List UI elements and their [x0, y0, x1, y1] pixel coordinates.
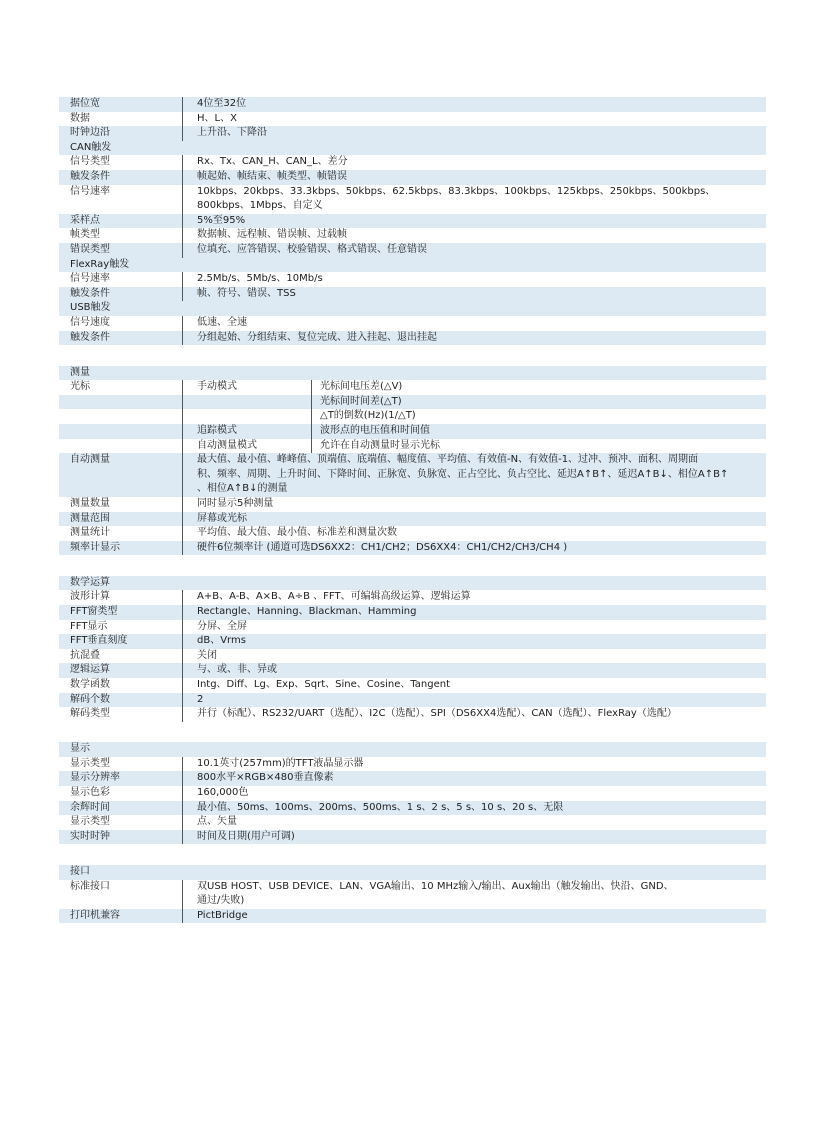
- spec-row: [59, 815, 766, 830]
- section-header: [59, 576, 766, 591]
- spec-row: [59, 185, 766, 214]
- spec-value: [182, 815, 766, 830]
- spec-value-line: 5%至95%: [197, 214, 246, 226]
- spec-label: 数据: [70, 112, 90, 124]
- spec-label: FFT垂直刻度: [70, 635, 128, 647]
- spec-row: [59, 243, 766, 258]
- spec-value-line: dB、Vrms: [197, 635, 246, 647]
- section-header: [59, 141, 766, 156]
- spec-label: 解码类型: [70, 708, 110, 720]
- section-header: [59, 258, 766, 273]
- spec-row: [59, 590, 766, 605]
- spec-value-line: 分屏、全屏: [197, 620, 247, 632]
- spec-value-line: 关闭: [197, 649, 217, 661]
- spec-label: 触发条件: [70, 170, 110, 182]
- spec-row: [59, 620, 766, 635]
- spec-row: [59, 126, 766, 141]
- spec-value: [182, 830, 766, 845]
- spec-value-line: 800kbps、1Mbps、自定义: [197, 200, 323, 212]
- spec-value: [182, 693, 766, 708]
- spec-subvalue: 波形点的电压值和时间值: [311, 424, 766, 439]
- spec-value: [182, 170, 766, 185]
- spec-label: 采样点: [70, 214, 100, 226]
- spec-value-line: 最大值、最小值、峰峰值、顶端值、底端值、幅度值、平均值、有效值-N、有效值-1、过冲、预冲、面积、周期面: [197, 454, 699, 466]
- spec-value-line: 帧、符号、错误、TSS: [197, 287, 296, 299]
- spec-value-line: 双USB HOST、USB DEVICE、LAN、VGA输出、10 MHz输入/输出、Aux输出（触发输出、快沿、GND、: [197, 880, 674, 892]
- spec-row: [59, 526, 766, 541]
- spec-value-line: 4位至32位: [197, 98, 247, 109]
- spec-value: [182, 880, 766, 909]
- spec-value: [182, 649, 766, 664]
- section-gap: [59, 722, 766, 743]
- spec-value: [182, 620, 766, 635]
- spec-value: [182, 771, 766, 786]
- spec-value: [182, 185, 766, 214]
- spec-value-line: 通过/失败): [197, 895, 245, 907]
- spec-label: 时钟边沿: [70, 127, 110, 139]
- spec-value: [182, 243, 766, 258]
- section-title: 显示: [70, 743, 90, 755]
- spec-label: 显示分辨率: [70, 772, 120, 784]
- spec-label: 数学函数: [70, 678, 110, 690]
- spec-value-line: Intg、Diff、Lg、Exp、Sqrt、Sine、Cosine、Tangent: [197, 678, 451, 690]
- spec-value: [182, 663, 766, 678]
- spec-label: 余辉时间: [70, 801, 110, 813]
- spec-value: [182, 909, 766, 924]
- spec-label: 触发条件: [70, 287, 110, 299]
- section-gap: [59, 345, 766, 366]
- spec-value: [182, 590, 766, 605]
- spec-row: [59, 634, 766, 649]
- spec-value-line: 时间及日期(用户可调): [197, 830, 295, 842]
- spec-label: [59, 395, 182, 410]
- spec-value-line: 数据帧、远程帧、错误帧、过载帧: [197, 229, 347, 241]
- spec-subvalue: △T的倒数(Hz)(1/△T): [311, 409, 766, 424]
- spec-row: [59, 707, 766, 722]
- section-header: [59, 366, 766, 381]
- spec-row: [59, 316, 766, 331]
- spec-value: [182, 605, 766, 620]
- spec-value-line: 最小值、50ms、100ms、200ms、500ms、1 s、2 s、5 s、10 s、20 s、无限: [197, 801, 564, 813]
- spec-label: 测量范围: [70, 512, 110, 524]
- spec-subvalue: 允许在自动测量时显示光标: [311, 439, 766, 454]
- spec-value-line: 2.5Mb/s、5Mb/s、10Mb/s: [197, 273, 323, 285]
- spec-value: [182, 409, 766, 424]
- spec-subvalue: 光标间时间差(△T): [311, 395, 766, 410]
- spec-value: [182, 214, 766, 229]
- section-title: USB触发: [70, 302, 111, 314]
- spec-value: [182, 512, 766, 527]
- spec-sublabel: [183, 409, 311, 424]
- spec-value-line: 点、矢量: [197, 816, 237, 828]
- spec-row: [59, 497, 766, 512]
- spec-row: [59, 228, 766, 243]
- section-title: CAN触发: [70, 141, 112, 153]
- spec-row: [59, 214, 766, 229]
- spec-label: FFT显示: [70, 620, 108, 632]
- spec-sublabel: [183, 395, 311, 410]
- spec-row: [59, 605, 766, 620]
- spec-value: [182, 634, 766, 649]
- spec-value: [182, 395, 766, 410]
- spec-label: 频率计显示: [70, 541, 120, 553]
- spec-row: [59, 155, 766, 170]
- spec-value-line: 硬件6位频率计 (通道可选DS6XX2：CH1/CH2；DS6XX4：CH1/CH2/CH3/CH4 ): [197, 541, 568, 553]
- spec-value: [182, 228, 766, 243]
- spec-label: 解码个数: [70, 693, 110, 705]
- spec-value-line: 800水平×RGB×480垂直像素: [197, 772, 334, 784]
- section-header: [59, 865, 766, 880]
- spec-value-line: PictBridge: [197, 909, 248, 921]
- spec-row: [59, 757, 766, 772]
- spec-label: 光标: [70, 381, 90, 393]
- spec-label: 信号速率: [70, 185, 110, 197]
- spec-row: [59, 649, 766, 664]
- spec-row: [59, 439, 766, 454]
- spec-value-line: 分组起始、分组结束、复位完成、进入挂起、退出挂起: [197, 331, 437, 343]
- section-header: [59, 742, 766, 757]
- spec-row: [59, 693, 766, 708]
- spec-label: 信号速率: [70, 273, 110, 285]
- spec-value-line: H、L、X: [197, 112, 237, 124]
- spec-sublabel: 手动模式: [197, 381, 237, 393]
- spec-value-line: 并行（标配）、RS232/UART（选配）、I2C（选配）、SPI（DS6XX4选配）、CAN（选配）、FlexRay（选配）: [197, 708, 677, 720]
- spec-row: [59, 801, 766, 816]
- spec-label: 打印机兼容: [70, 909, 120, 921]
- spec-value: [182, 541, 766, 556]
- spec-row: [59, 409, 766, 424]
- spec-label: 帧类型: [70, 229, 100, 241]
- spec-value: [182, 316, 766, 331]
- spec-row: [59, 880, 766, 909]
- spec-value: [182, 439, 766, 454]
- section-gap: [59, 555, 766, 576]
- spec-table: [59, 97, 766, 923]
- spec-value-line: 2: [197, 693, 204, 705]
- spec-value: [182, 707, 766, 722]
- spec-label: 显示色彩: [70, 787, 110, 799]
- spec-value: [182, 97, 766, 112]
- section-gap: [59, 844, 766, 865]
- spec-label: [59, 409, 182, 424]
- spec-value-line: 10.1英寸(257mm)的TFT液晶显示器: [197, 757, 364, 769]
- spec-label: 测量统计: [70, 527, 110, 539]
- spec-row: [59, 424, 766, 439]
- spec-label: FFT窗类型: [70, 606, 118, 617]
- spec-value: [182, 497, 766, 512]
- spec-value-line: 低速、全速: [197, 316, 247, 328]
- section-title: 接口: [70, 865, 90, 877]
- spec-value: [182, 155, 766, 170]
- spec-value-line: 上升沿、下降沿: [197, 127, 267, 139]
- spec-label: 据位宽: [70, 98, 100, 109]
- spec-value-line: 160,000色: [197, 787, 249, 799]
- spec-value: [182, 424, 766, 439]
- spec-row: [59, 909, 766, 924]
- spec-value: [182, 331, 766, 346]
- spec-label: 触发条件: [70, 331, 110, 343]
- spec-label: 错误类型: [70, 243, 110, 255]
- spec-subvalue: 光标间电压差(△V): [311, 380, 766, 395]
- spec-value: [182, 786, 766, 801]
- spec-row: [59, 395, 766, 410]
- spec-label: 显示类型: [70, 757, 110, 769]
- spec-row: [59, 331, 766, 346]
- spec-row: [59, 541, 766, 556]
- spec-value: [182, 112, 766, 127]
- spec-value-line: Rectangle、Hanning、Blackman、Hamming: [197, 606, 417, 617]
- spec-value-line: A+B、A-B、A×B、A÷B 、FFT、可编辑高级运算、逻辑运算: [197, 591, 471, 603]
- spec-label: 显示类型: [70, 816, 110, 828]
- spec-row: [59, 287, 766, 302]
- spec-value-line: 、相位A↑B↓的测量: [197, 483, 288, 495]
- spec-row: [59, 272, 766, 287]
- spec-label: [59, 424, 182, 439]
- spec-row: [59, 830, 766, 845]
- spec-label: 抗混叠: [70, 649, 100, 661]
- spec-value-line: 位填充、应答错误、校验错误、格式错误、任意错误: [197, 243, 427, 255]
- section-title: FlexRay触发: [70, 258, 130, 270]
- spec-label: 标准接口: [70, 880, 110, 892]
- spec-label: 自动测量: [70, 454, 110, 466]
- section-title: 测量: [70, 366, 90, 378]
- spec-row: [59, 786, 766, 801]
- section-header: [59, 301, 766, 316]
- spec-row: [59, 678, 766, 693]
- spec-label: 信号速度: [70, 316, 110, 328]
- spec-value: [182, 801, 766, 816]
- spec-value-line: 帧起始、帧结束、帧类型、帧错误: [197, 170, 347, 182]
- spec-value-line: 与、或、非、异或: [197, 664, 277, 676]
- spec-sublabel: 自动测量模式: [197, 439, 257, 451]
- spec-value: [182, 287, 766, 302]
- section-title: 数学运算: [70, 576, 110, 588]
- spec-value: [182, 526, 766, 541]
- spec-sublabel: 追踪模式: [197, 424, 237, 436]
- spec-value-line: 平均值、最大值、最小值、标准差和测量次数: [197, 527, 397, 539]
- spec-row: [59, 663, 766, 678]
- spec-label: 逻辑运算: [70, 664, 110, 676]
- spec-value: [182, 380, 766, 395]
- spec-label: 波形计算: [70, 591, 110, 603]
- spec-value-line: 同时显示5种测量: [197, 497, 274, 509]
- spec-value-line: 10kbps、20kbps、33.3kbps、50kbps、62.5kbps、83.3kbps、100kbps、125kbps、250kbps、500kbps、: [197, 185, 716, 197]
- spec-label: 信号类型: [70, 156, 110, 168]
- spec-row: [59, 97, 766, 112]
- spec-label: 实时时钟: [70, 830, 110, 842]
- spec-value-line: Rx、Tx、CAN_H、CAN_L、差分: [197, 156, 348, 168]
- spec-value: [182, 757, 766, 772]
- spec-row: [59, 380, 766, 395]
- spec-label: 测量数量: [70, 497, 110, 509]
- spec-value: [182, 453, 766, 497]
- spec-row: [59, 170, 766, 185]
- spec-value-line: 屏幕或光标: [197, 512, 247, 524]
- spec-value: [182, 678, 766, 693]
- spec-label: [59, 439, 182, 454]
- spec-row: [59, 112, 766, 127]
- spec-value: [182, 126, 766, 141]
- spec-value-line: 积、频率、周期、上升时间、下降时间、正脉宽、负脉宽、正占空比、负占空比、延迟A↑B↑、延迟A↑B↓、相位A↑B↑: [197, 468, 729, 480]
- spec-row: [59, 512, 766, 527]
- spec-row: [59, 453, 766, 497]
- spec-value: [182, 272, 766, 287]
- spec-row: [59, 771, 766, 786]
